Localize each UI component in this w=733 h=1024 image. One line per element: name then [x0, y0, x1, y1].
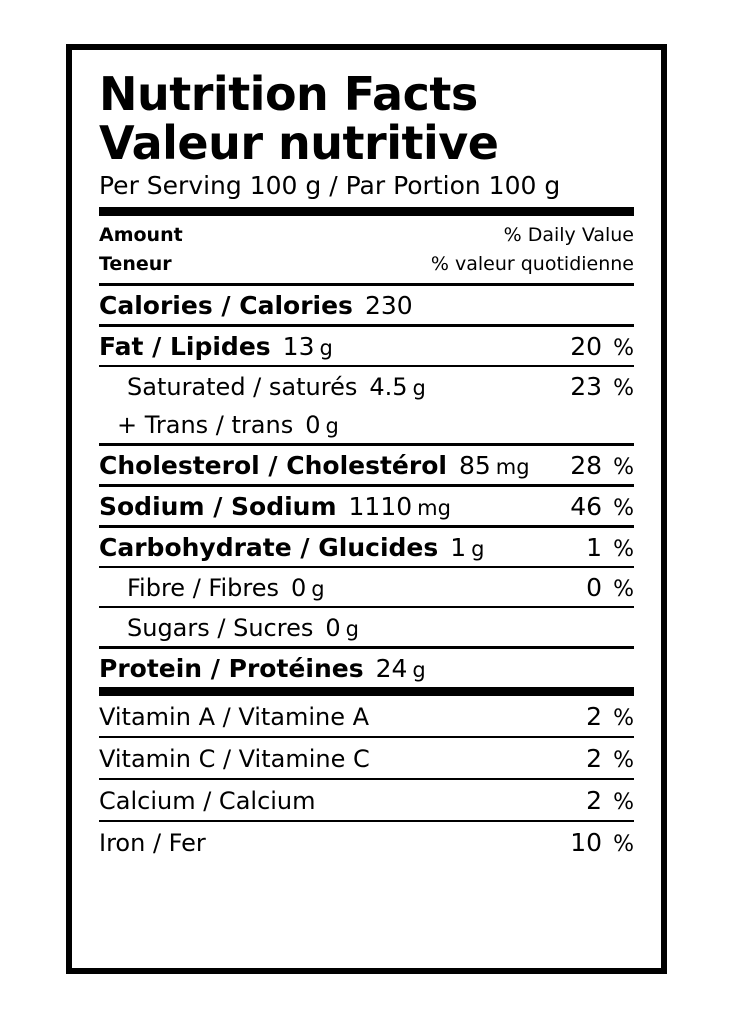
- daily-value-label-english: % Daily Value: [503, 223, 634, 246]
- saturated-dv-percent-sign: %: [613, 375, 634, 401]
- trans-name: + Trans / trans: [117, 410, 294, 439]
- carbohydrate-dv: 1: [586, 532, 602, 562]
- iron-name: Iron / Fer: [99, 828, 206, 857]
- daily-value-label-french: % valeur quotidienne: [430, 253, 634, 276]
- sodium-unit: mg: [417, 495, 451, 520]
- fat-dv: 20: [570, 331, 602, 361]
- sodium-dv: 46: [570, 491, 602, 521]
- fat-unit: g: [319, 335, 333, 360]
- iron-dv: 10: [570, 827, 602, 857]
- table-row-carbohydrate: [99, 528, 634, 566]
- fat-value: 13: [282, 331, 315, 361]
- amount-daily-value-header: [99, 216, 634, 283]
- table-row-iron: [99, 822, 634, 862]
- divider-thick-vitamins: [99, 687, 634, 696]
- protein-unit: g: [412, 657, 426, 682]
- protein-name: Protein / Protéines: [99, 653, 364, 683]
- table-row-vitamin-a: [99, 696, 634, 736]
- vitamin-a-name: Vitamin A / Vitamine A: [99, 702, 370, 731]
- sugars-value: 0: [325, 613, 341, 642]
- table-row-calories: [99, 286, 634, 324]
- cholesterol-value: 85: [458, 450, 491, 480]
- divider-thick-top: [99, 207, 634, 216]
- carbohydrate-value: 1: [450, 532, 467, 562]
- trans-value: 0: [305, 410, 321, 439]
- sugars-unit: g: [345, 616, 359, 641]
- table-row-trans: [99, 405, 634, 443]
- carbohydrate-unit: g: [471, 536, 485, 561]
- table-row-cholesterol: [99, 446, 634, 484]
- table-row-fibre: [99, 568, 634, 606]
- iron-dv-percent-sign: %: [613, 831, 634, 857]
- table-row-saturated: [99, 367, 634, 405]
- carbohydrate-name: Carbohydrate / Glucides: [99, 532, 439, 562]
- sodium-value: 1110: [348, 491, 413, 521]
- table-row-vitamin-c: [99, 738, 634, 778]
- cholesterol-dv-percent-sign: %: [613, 454, 634, 480]
- cholesterol-unit: mg: [495, 454, 530, 479]
- amount-label-english: Amount: [99, 223, 183, 246]
- calories-name: Calories / Calories: [99, 290, 353, 320]
- vitamin-c-dv: 2: [586, 743, 602, 773]
- fibre-dv: 0: [586, 572, 602, 602]
- saturated-dv: 23: [570, 371, 602, 401]
- table-row-calcium: [99, 780, 634, 820]
- vitamin-c-dv-percent-sign: %: [613, 747, 634, 773]
- calcium-dv-percent-sign: %: [613, 789, 634, 815]
- calories-value: 230: [364, 290, 413, 320]
- protein-value: 24: [375, 653, 408, 683]
- trans-unit: g: [325, 413, 339, 438]
- vitamin-a-dv: 2: [586, 701, 602, 731]
- calcium-name: Calcium / Calcium: [99, 786, 316, 815]
- serving-size-text: Per Serving 100 g / Par Portion 100 g: [99, 170, 561, 200]
- nutrition-facts-panel: [66, 44, 667, 974]
- saturated-unit: g: [412, 375, 426, 400]
- amount-labels: [99, 221, 183, 280]
- amount-label-french: Teneur: [99, 253, 172, 276]
- vitamin-c-name: Vitamin C / Vitamine C: [99, 744, 370, 773]
- sugars-name: Sugars / Sucres: [127, 613, 314, 642]
- fat-dv-percent-sign: %: [613, 335, 634, 361]
- fat-name: Fat / Lipides: [99, 331, 271, 361]
- saturated-value: 4.5: [369, 372, 408, 401]
- calcium-dv: 2: [586, 785, 602, 815]
- table-row-protein: [99, 649, 634, 687]
- fibre-dv-percent-sign: %: [613, 576, 634, 602]
- cholesterol-dv: 28: [570, 450, 602, 480]
- table-row-sugars: [99, 608, 634, 646]
- cholesterol-name: Cholesterol / Cholestérol: [99, 450, 447, 480]
- fibre-value: 0: [290, 573, 307, 602]
- sodium-dv-percent-sign: %: [613, 495, 634, 521]
- nutrition-facts-inner: [99, 67, 634, 958]
- table-row-fat: [99, 327, 634, 365]
- page-title-french: Valeur nutritive: [99, 115, 499, 170]
- carbohydrate-dv-percent-sign: %: [613, 536, 634, 562]
- page-title-english: Nutrition Facts: [99, 67, 478, 121]
- sodium-name: Sodium / Sodium: [99, 491, 337, 521]
- vitamin-a-dv-percent-sign: %: [613, 705, 634, 731]
- fibre-unit: g: [311, 576, 325, 601]
- saturated-name: Saturated / saturés: [127, 372, 358, 401]
- daily-value-labels: [431, 221, 634, 280]
- table-row-sodium: [99, 487, 634, 525]
- fibre-name: Fibre / Fibres: [127, 573, 279, 602]
